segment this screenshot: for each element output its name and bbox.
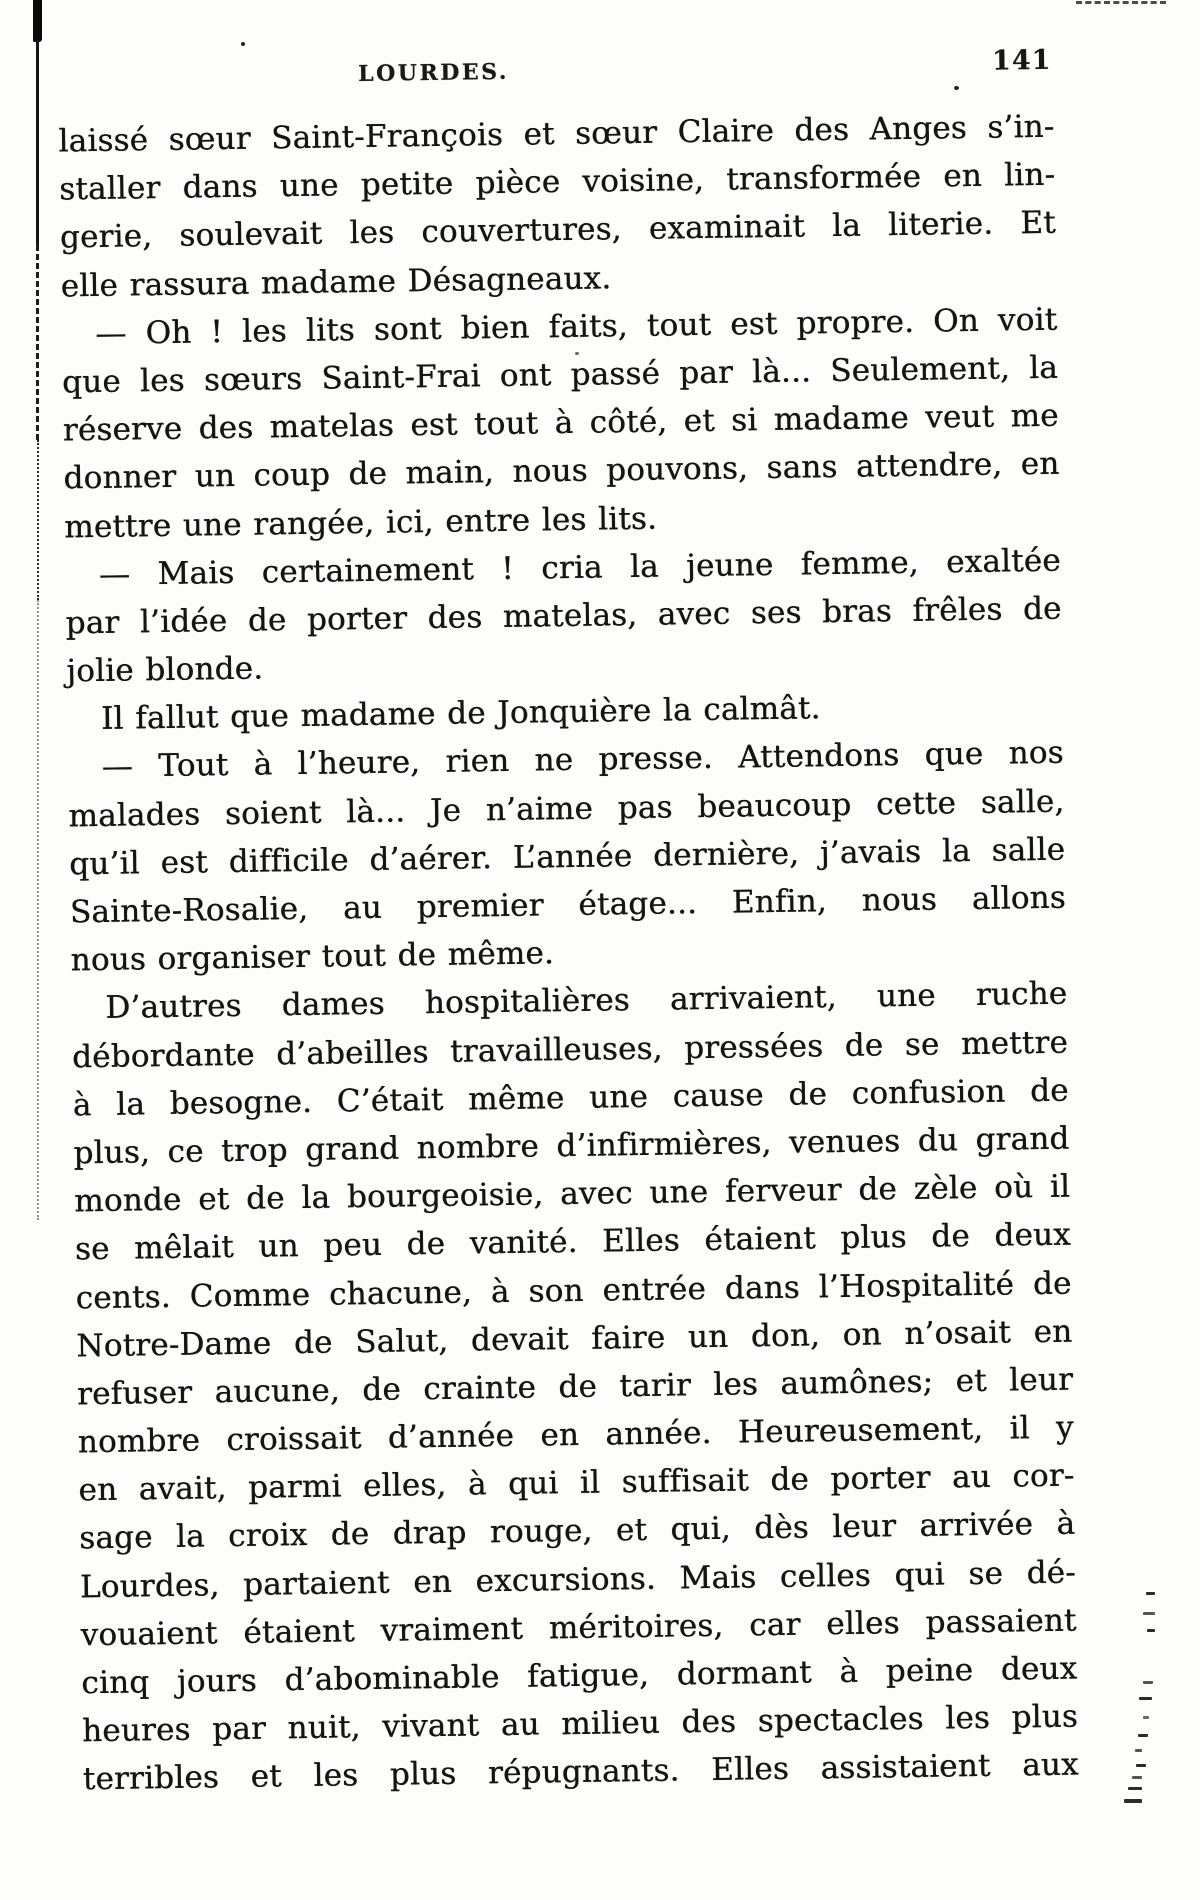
- text-line: mettre une rangée, ici, entre les lits.: [63, 500, 658, 545]
- scan-artifact-dash: [1136, 1764, 1146, 1767]
- text-line: laissé sœur Saint-François et sœur Claire des Anges s’in-: [58, 108, 1055, 160]
- text-line: réserve des matelas est tout à côté, et si madame veut me: [62, 397, 1059, 449]
- text-line: D’autres dames hospitalières arrivaient, une ruche: [105, 975, 1068, 1027]
- binding-line-dashed: [36, 245, 39, 440]
- text-line: plus, ce trop grand nombre d’infirmières, venues du grand: [73, 1120, 1070, 1172]
- binding-line-top: [33, 0, 42, 42]
- text-line: Il fallut que madame de Jonquière la calmât.: [100, 690, 821, 738]
- page-number: 141: [991, 44, 1052, 77]
- text-line: heures par nuit, vivant au milieu des spectacles les plus: [81, 1698, 1079, 1750]
- text-line: terribles et les plus répugnants. Elles assistaient aux: [82, 1746, 1079, 1798]
- text-line: nous organiser tout de même.: [70, 935, 555, 979]
- text-line: que les sœurs Saint-Frai ont passé par là... Seulement, la: [61, 349, 1059, 401]
- running-title: LOURDES.: [357, 58, 510, 88]
- text-line: cinq jours d’abominable fatigue, dormant à peine deux: [81, 1650, 1078, 1702]
- scan-artifact-dash: [1132, 1776, 1142, 1779]
- text-line: staller dans une petite pièce voisine, transformée en lin-: [58, 156, 1056, 208]
- text-line: — Tout à l’heure, rien ne presse. Attendons que nos: [101, 735, 1064, 786]
- ink-speck: [241, 42, 245, 46]
- text-line: vouaient étaient vraiment méritoires, car elles passaient: [80, 1602, 1077, 1654]
- scan-artifact-dash: [1143, 1681, 1153, 1684]
- text-line: par l’idée de porter des matelas, avec ses bras frêles de: [65, 590, 1062, 642]
- text-line: qu’il est difficile d’aérer. L’année dernière, j’avais la salle: [68, 831, 1066, 883]
- scan-artifact-dash: [1139, 1697, 1152, 1700]
- scan-artifact-dash: [1146, 1592, 1155, 1595]
- scan-artifact-dash: [1135, 1749, 1142, 1752]
- text-line: malades soient là... Je n’aime pas beaucoup cette salle,: [68, 783, 1065, 835]
- text-line: se mêlait un peu de vanité. Elles étaient plus de deux: [74, 1216, 1072, 1268]
- text-line: — Mais certainement ! cria la jeune femme, exaltée: [98, 542, 1062, 593]
- text-line: gerie, soulevait les couvertures, examinait la literie. Et: [59, 205, 1057, 256]
- text-line: sage la croix de drap rouge, et qui, dès leur arrivée à: [78, 1505, 1076, 1557]
- page-content: [57, 41, 1080, 1856]
- text-line: Notre-Dame de Salut, devait faire un don, on n’osait en: [76, 1313, 1073, 1365]
- text-line: à la besogne. C’était même une cause de confusion de: [72, 1072, 1069, 1124]
- text-line: — Oh ! les lits sont bien faits, tout est propre. On voit: [95, 301, 1058, 352]
- binding-line-faded: [37, 600, 39, 1220]
- text-line: jolie blonde.: [66, 650, 264, 690]
- scan-artifact-dash: [1124, 1799, 1142, 1803]
- text-line: donner un coup de main, nous pouvons, sans attendre, en: [63, 445, 1060, 497]
- binding-line-dotted: [37, 440, 39, 600]
- text-line: refuser aucune, de crainte de tarir les aumônes; et leur: [76, 1361, 1074, 1413]
- scan-artifact-dash: [1128, 1787, 1142, 1790]
- text-line: débordante d’abeilles travailleuses, pressées de se mettre: [71, 1024, 1069, 1075]
- text-line: elle rassura madame Désagneaux.: [60, 259, 612, 305]
- scan-artifact-dash: [1147, 1629, 1155, 1632]
- text-line: monde et de la bourgeoisie, avec une ferveur de zèle où il: [73, 1168, 1071, 1220]
- text-line: en avait, parmi elles, à qui il suffisait de porter au cor-: [78, 1457, 1075, 1509]
- text-line: cents. Comme chacune, à son entrée dans l’Hospitalité de: [75, 1265, 1072, 1316]
- text-line: Sainte-Rosalie, au premier étage... Enfin, nous allons: [69, 879, 1067, 931]
- text-line: Lourdes, partaient en excursions. Mais celles qui se dé-: [79, 1554, 1077, 1605]
- text-block: [58, 103, 1079, 1804]
- scan-artifact-dash: [1138, 1734, 1148, 1737]
- text-line: nombre croissait d’année en année. Heureusement, il y: [77, 1409, 1074, 1461]
- scan-artifact-top-dash: [1076, 1, 1166, 4]
- scan-artifact-dash: [1143, 1716, 1149, 1719]
- scan-artifact-dash: [1143, 1612, 1155, 1615]
